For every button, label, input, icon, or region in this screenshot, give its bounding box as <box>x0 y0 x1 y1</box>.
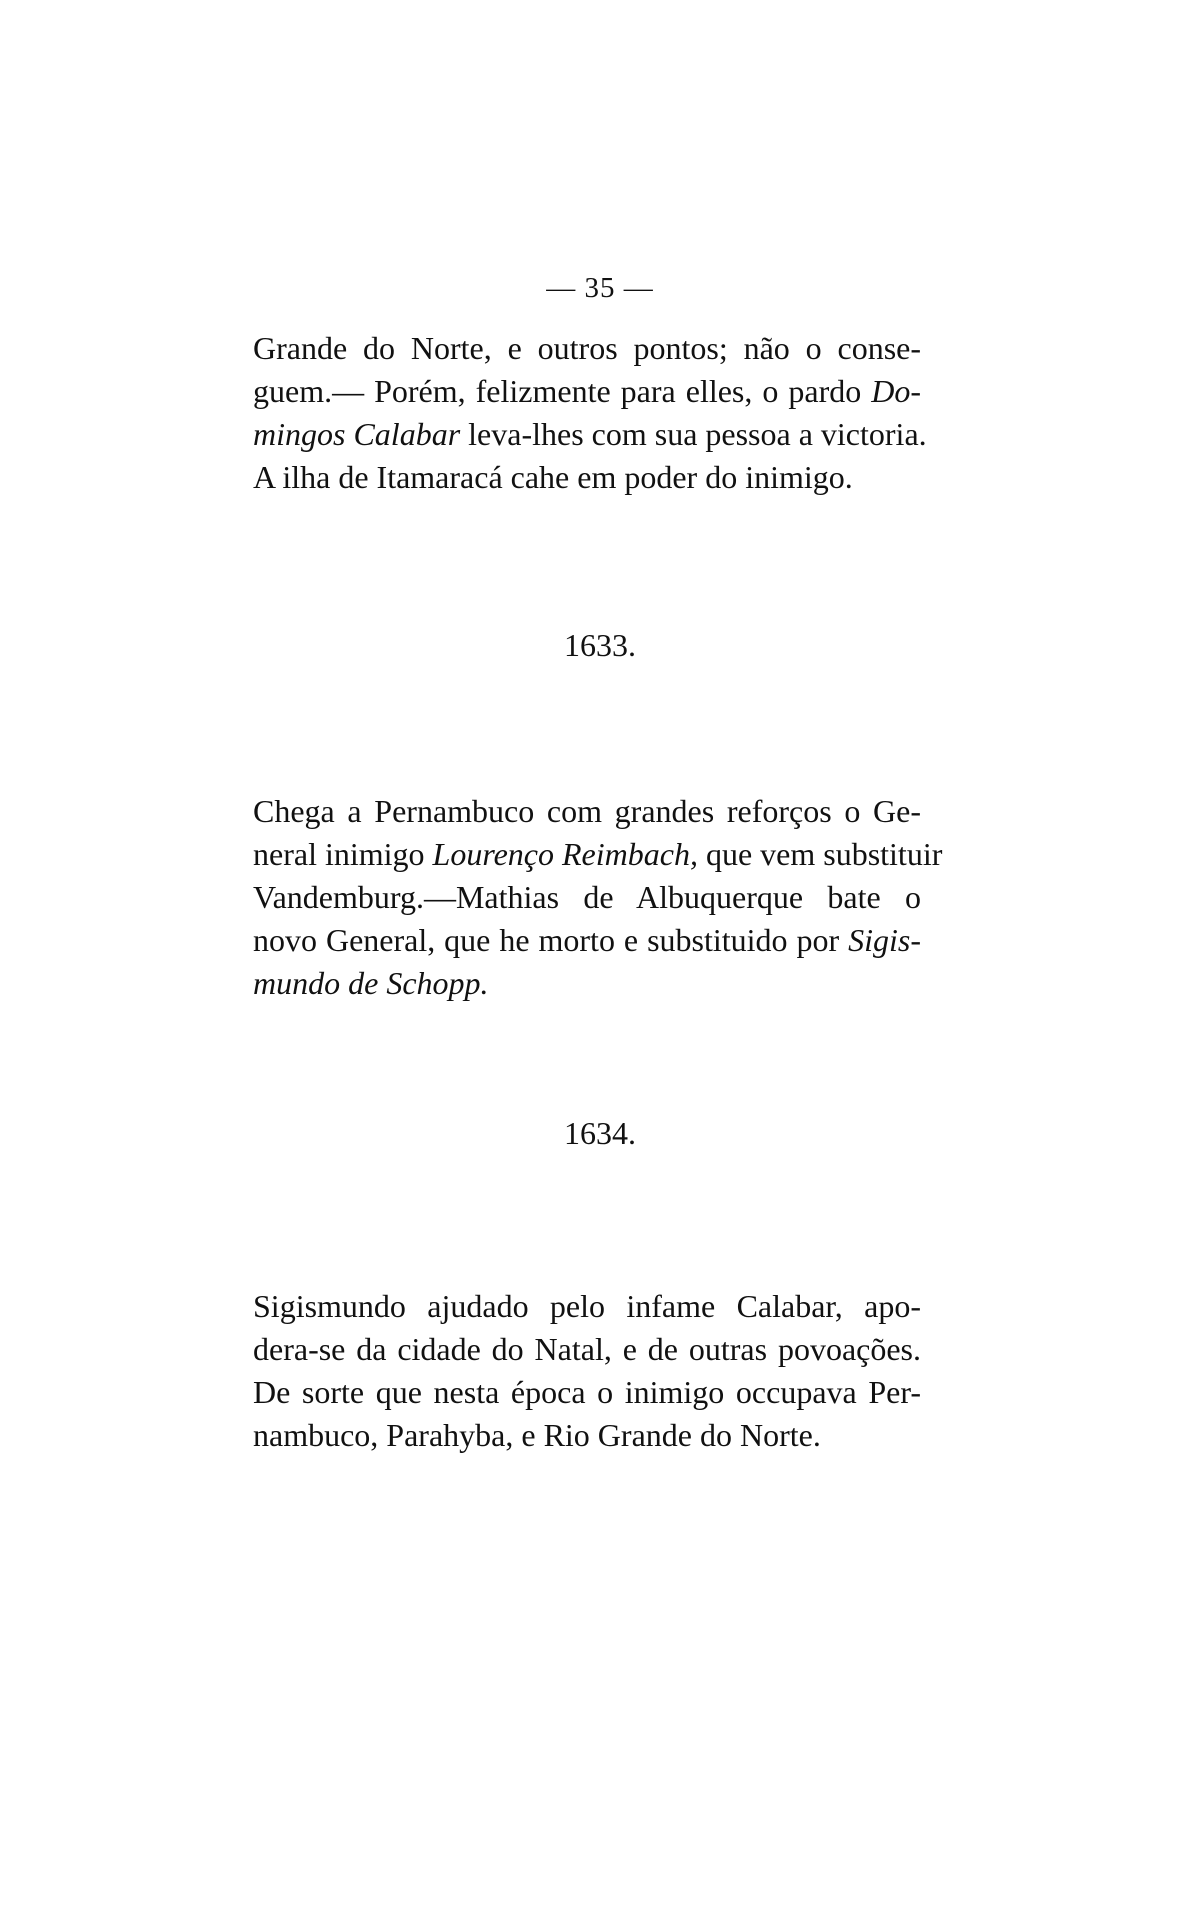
paragraph-line: nambuco, Parahyba, e Rio Grande do Norte. <box>253 1417 821 1453</box>
paragraph-2 <box>253 790 943 1005</box>
year-heading-1634: 1634. <box>564 1115 636 1151</box>
paragraph-3 <box>253 1285 921 1457</box>
paragraph-line <box>253 962 921 1005</box>
italic-name: Do- <box>871 373 921 409</box>
text-run: leva-lhes com sua pessoa a victoria. <box>468 416 927 452</box>
year-heading-1633: 1633. <box>564 627 636 663</box>
paragraph-line: Chega a Pernambuco com grandes reforços o Ge- <box>253 793 921 829</box>
paragraph-line: A ilha de Itamaracá cahe em poder do inimigo. <box>253 459 853 495</box>
paragraph-line <box>253 833 943 876</box>
paragraph-line <box>253 370 921 413</box>
paragraph-line: dera-se da cidade do Natal, e de outras povoações. <box>253 1331 921 1367</box>
italic-name: mundo de Schopp. <box>253 965 489 1001</box>
paragraph-line: Grande do Norte, e outros pontos; não o conse- <box>253 330 921 366</box>
text-run: guem.— Porém, felizmente para elles, o pardo <box>253 373 862 409</box>
page-number: — 35 — <box>546 272 654 304</box>
paragraph-1 <box>253 327 927 499</box>
paragraph-line: De sorte que nesta época o inimigo occupava Per- <box>253 1374 921 1410</box>
text-run: que vem substituir <box>705 836 943 872</box>
text-run: novo General, que he morto e substituido por <box>253 922 840 958</box>
paragraph-line: Vandemburg.—Mathias de Albuquerque bate o <box>253 879 921 915</box>
paragraph-line <box>253 413 927 456</box>
text-run: neral inimigo <box>253 836 425 872</box>
paragraph-line: Sigismundo ajudado pelo infame Calabar, apo- <box>253 1288 921 1324</box>
italic-name: mingos Calabar <box>253 416 461 452</box>
italic-name: Sigis- <box>848 922 922 958</box>
paragraph-line <box>253 919 921 962</box>
italic-name: Lourenço Reimbach, <box>432 836 698 872</box>
